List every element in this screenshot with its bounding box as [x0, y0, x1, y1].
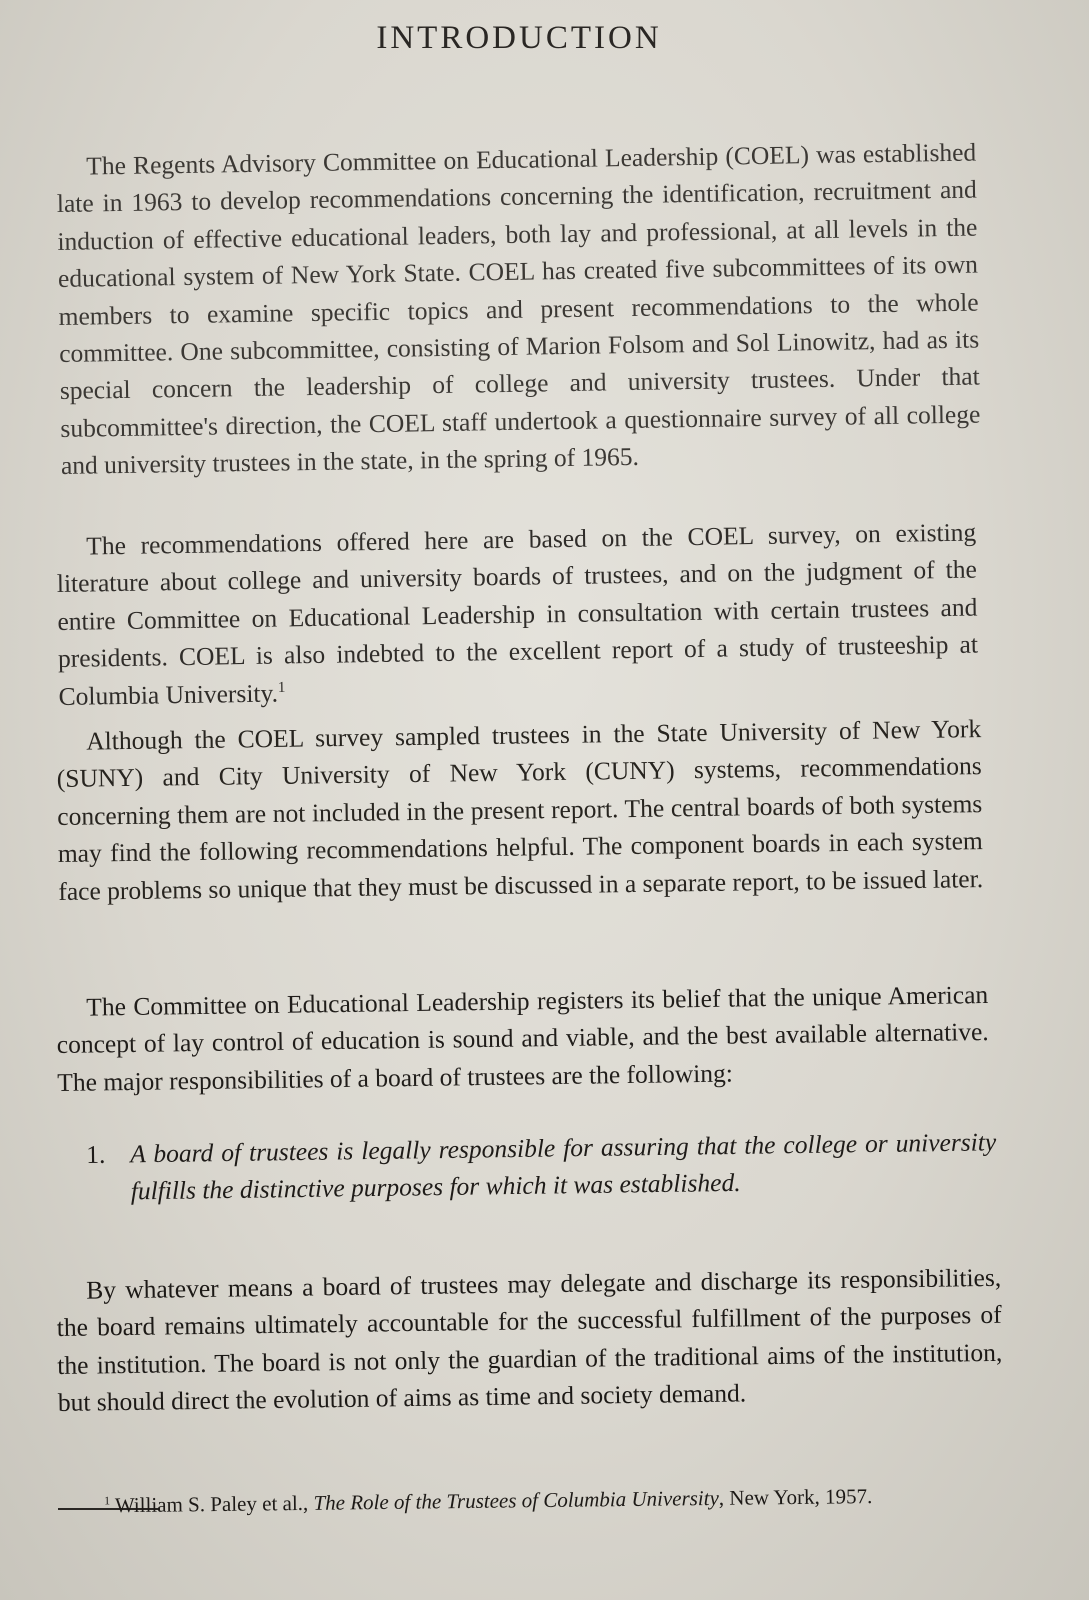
footnote	[56, 1476, 1016, 1525]
footnote-publication: , New York, 1957.	[718, 1484, 873, 1510]
paragraph-5-text: By whatever means a board of trustees may delegate and discharge its responsibilities, the board remains ultimately accountable for the successful fulfillment of the purposes of the institution. The board is not only the guardian of the traditional aims of the institution, but should direct the evolution of aims as time and society demand.	[56, 1262, 1003, 1418]
paragraph-1	[56, 134, 981, 485]
list-item-number: 1.	[86, 1139, 106, 1169]
paragraph-5	[56, 1259, 1003, 1422]
paragraph-3-text: Although the COEL survey sampled trustees in the State University of New York (SUNY) and City University of New York (CUNY) systems, recommendations concerning them are not included in the present report. The central boards of both systems may find the following recommendations helpful. The component boards in each system face problems so unique that they must be discussed in a separate report, to be issued later.	[56, 714, 984, 906]
paragraph-2	[56, 514, 979, 715]
list-item-text: A board of trustees is legally responsible for assuring that the college or university fulfills the distinctive purposes for which it was established.	[130, 1127, 997, 1206]
paragraph-3	[56, 710, 984, 910]
footnote-reference: 1	[277, 678, 286, 696]
paragraph-4-text: The Committee on Educational Leadership registers its belief that the unique American concept of lay control of education is sound and viable, and the best available alternative. The major responsibilities of a board of trustees are the following:	[56, 979, 989, 1097]
paragraph-1-text: The Regents Advisory Committee on Educational Leadership (COEL) was established late in 1963 to develop recommendations concerning the identification, recruitment and induction of effective educational leaders, both lay and professional, at all levels in the educational system of New York State. COEL has created five subcommittees of its own members to examine specific topics and present recommendations to the whole committee. One subcommittee, consisting of Marion Folsom and Sol Linowitz, had as its special concern the leadership of college and university trustees. Under that subcommittee's direction, the COEL staff undertook a questionnaire survey of all college and university trustees in the state, in the spring of 1965.	[56, 137, 981, 481]
responsibility-list-item	[86, 1123, 997, 1211]
paragraph-4	[56, 976, 989, 1101]
footnote-mark: 1	[104, 1495, 111, 1508]
paragraph-2-text: The recommendations offered here are based on the COEL survey, on existing literature about college and university boards of trustees, and on the judgment of the entire Committee on Educational Leadership in consultation with certain trustees and presidents. COEL is also indebted to the excellent report of a study of trusteeship at Columbia University.	[56, 517, 979, 711]
page-heading: INTRODUCTION	[376, 20, 662, 56]
footnote-authors: William S. Paley et al.,	[114, 1490, 314, 1518]
footnote-title: The Role of the Trustees of Columbia University	[313, 1485, 719, 1515]
